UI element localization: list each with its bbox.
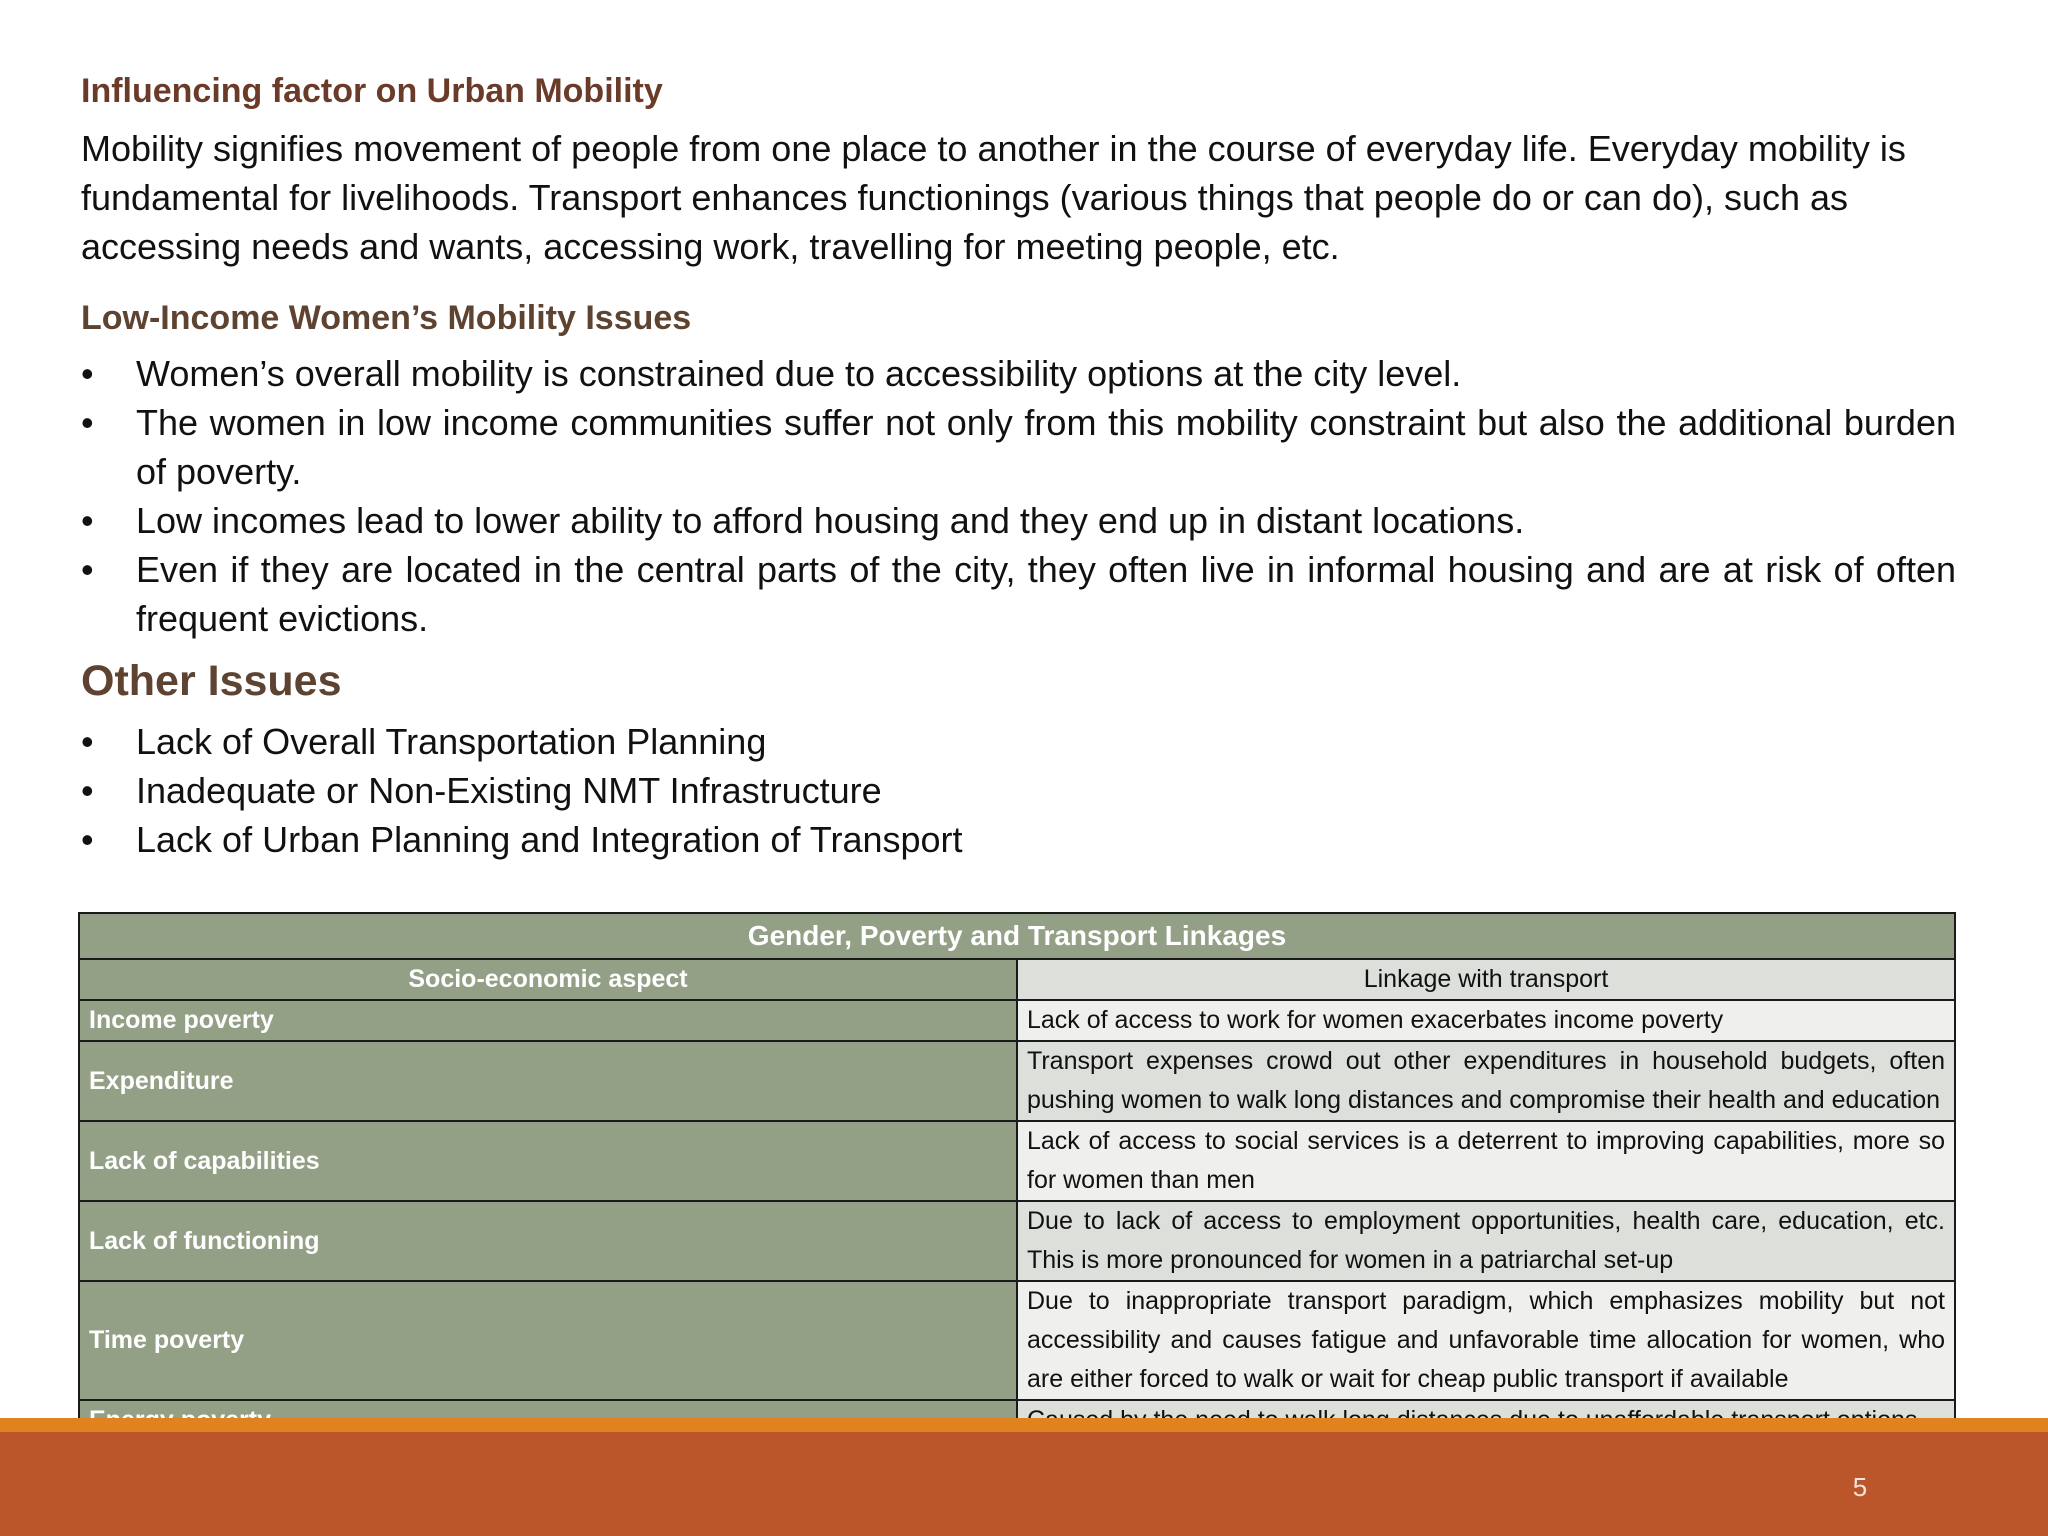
linkage-cell: Lack of access to work for women exacerbates income poverty: [1017, 1000, 1955, 1041]
list-item: • Even if they are located in the central parts of the city, they often live in informal housing and are at risk of often frequent evictions.: [81, 545, 1956, 643]
list-item: • Lack of Urban Planning and Integration of Transport: [81, 815, 1956, 864]
table-row: [79, 1281, 1955, 1400]
bullet-icon: •: [81, 549, 94, 590]
linkage-cell: Lack of access to social services is a deterrent to improving capabilities, more so for women than men: [1017, 1121, 1955, 1201]
linkage-cell: Due to lack of access to employment opportunities, health care, education, etc. This is more pronounced for women in a patriarchal set-up: [1017, 1201, 1955, 1281]
aspect-cell: Time poverty: [79, 1281, 1017, 1400]
heading-women-mobility: Low-Income Women’s Mobility Issues: [81, 299, 692, 337]
aspect-cell: Lack of capabilities: [79, 1121, 1017, 1201]
linkage-cell: Transport expenses crowd out other expenditures in household budgets, often pushing women to walk long distances and compromise their health and education: [1017, 1041, 1955, 1121]
other-issues-list: [81, 717, 1956, 864]
table-row: [79, 1121, 1955, 1201]
aspect-cell: Income poverty: [79, 1000, 1017, 1041]
bullet-icon: •: [81, 402, 94, 443]
heading-other-issues: Other Issues: [81, 657, 342, 705]
bullet-icon: •: [81, 819, 94, 860]
heading-urban-mobility: Influencing factor on Urban Mobility: [81, 72, 663, 110]
table-row: [79, 1000, 1955, 1041]
women-issues-list: [81, 349, 1956, 643]
linkage-cell: Due to inappropriate transport paradigm, which emphasizes mobility but not accessibility and causes fatigue and unfavorable time allocation for women, who are either forced to walk or wait for cheap public transport if available: [1017, 1281, 1955, 1400]
list-item: • Women’s overall mobility is constrained due to accessibility options at the city level.: [81, 349, 1956, 398]
page-number: 5: [1852, 1472, 1868, 1502]
bullet-icon: •: [81, 721, 94, 762]
column-header-aspect: Socio-economic aspect: [79, 959, 1017, 1000]
aspect-cell: Lack of functioning: [79, 1201, 1017, 1281]
bullet-icon: •: [81, 353, 94, 394]
list-item: • Low incomes lead to lower ability to afford housing and they end up in distant locations.: [81, 496, 1956, 545]
aspect-cell: Expenditure: [79, 1041, 1017, 1121]
list-item: • The women in low income communities suffer not only from this mobility constraint but also the additional burden of poverty.: [81, 398, 1956, 496]
table-title: Gender, Poverty and Transport Linkages: [79, 913, 1955, 959]
table-row: [79, 1041, 1955, 1121]
list-item: • Lack of Overall Transportation Planning: [81, 717, 1956, 766]
list-item: • Inadequate or Non-Existing NMT Infrastructure: [81, 766, 1956, 815]
intro-paragraph: Mobility signifies movement of people from one place to another in the course of everyday life. Everyday mobility is fundamental for livelihoods. Transport enhances functionings (various things that people do or can do), such as accessing needs and wants, accessing work, travelling for meeting people, etc.: [81, 128, 1906, 267]
table-row: [79, 1201, 1955, 1281]
column-header-linkage: Linkage with transport: [1017, 959, 1955, 1000]
footer-stripe: [0, 1418, 2048, 1432]
bullet-icon: •: [81, 770, 94, 811]
bullet-icon: •: [81, 500, 94, 541]
slide-content: [81, 70, 1956, 864]
footer-band: [0, 1418, 2048, 1536]
